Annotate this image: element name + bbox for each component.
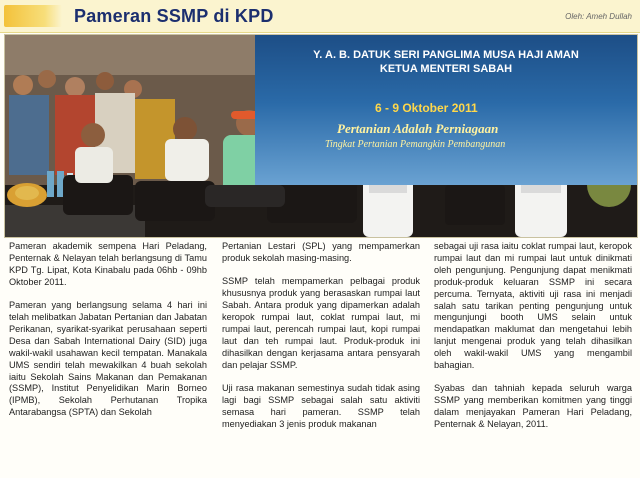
article-paragraph: Uji rasa makanan semestinya sudah tidak asing lagi bagi SSMP sebagai salah satu aktiviti semasa hari pameran. SSMP telah menyediakan 3 jenis produk makanan — [222, 383, 420, 429]
event-banner — [255, 35, 637, 185]
banner-guest-name: Y. A. B. DATUK SERI PANGLIMA MUSA HAJI AMAN — [313, 49, 579, 61]
article-column-3 — [434, 241, 632, 443]
article-paragraph: sebagai uji rasa iaitu coklat rumpai laut, keropok rumpai laut dan mi rumpai laut untuk dinikmati oleh pengunjung. Pengunjung dapat menikmati produk-produk keluaran SSMP ini secara percuma. Ternyata, aktiviti uji rasa ini menjadi salah satu tarikan penting pengunjung untuk mengunjungi booth UMS selain untuk mendapatkan maklumat dan mengetahui lebih lanjut mengenai produk yang telah dihasilkan oleh wakil-wakil UMS yang mengambil bahagian. — [434, 241, 632, 371]
header-accent-bar — [4, 5, 62, 27]
article-title: Pameran SSMP di KPD — [74, 6, 274, 26]
article-paragraph: Pameran akademik sempena Hari Peladang, Penternak & Nelayan telah berlangsung di Tamu KPD Tg. Lipat, Kota Kinabalu pada 06hb - 09hb Oktober 2011. — [9, 241, 207, 287]
banner-date: 6 - 9 Oktober 2011 — [375, 101, 478, 115]
article-column-1 — [9, 241, 207, 431]
article-header — [0, 0, 640, 33]
article-paragraph: SSMP telah mempamerkan pelbagai produk khususnya produk yang berasaskan rumpai laut Sabah. Antara produk yang dipamerkan adalah keropok rumpai laut, coklat rumpai laut, mi rumpai laut, perencah rumpai laut, kopi rumpai laut dan teh rumpai laut. Produk-produk ini dihasilkan dengan kerjasama antara pensyarah dan pelajar SSMP. — [222, 276, 420, 370]
article-paragraph: Pameran yang berlangsung selama 4 hari ini telah melibatkan Jabatan Pertanian dan Jabatan Perikanan, syarikat-syarikat perusahaan seperti Desa dan Sabah International Dairy (SID) juga wakil-wakil usahawan kecil tempatan. Manakala UMS sendiri telah mewakilkan 4 buah sekolah iaitu Sekolah Sains Makanan dan Pemakanan (SSMP), Institut Penyelidikan Marin Borneo (IPMB), Sekolah Perhutanan Tropika Antarabangsa (SPTA) dan Sekolah — [9, 300, 207, 418]
article-byline: Oleh: Ameh Dullah — [565, 12, 632, 21]
banner-slogan-sub: Tingkat Pertanian Pemangkin Pembangunan — [325, 139, 506, 150]
event-photo — [4, 34, 638, 238]
banner-guest-title: KETUA MENTERI SABAH — [379, 63, 513, 75]
article-column-2 — [222, 241, 420, 442]
article-paragraph: Syabas dan tahniah kepada seluruh warga SSMP yang memberikan komitmen yang tinggi dalam menjayakan Pameran Hari Peladang, Penternak & Nelayan, 2011. — [434, 383, 632, 430]
article-paragraph: Pertanian Lestari (SPL) yang mempamerkan produk sekolah masing-masing. — [222, 241, 420, 263]
banner-slogan-main: Pertanian Adalah Perniagaan — [337, 121, 499, 136]
